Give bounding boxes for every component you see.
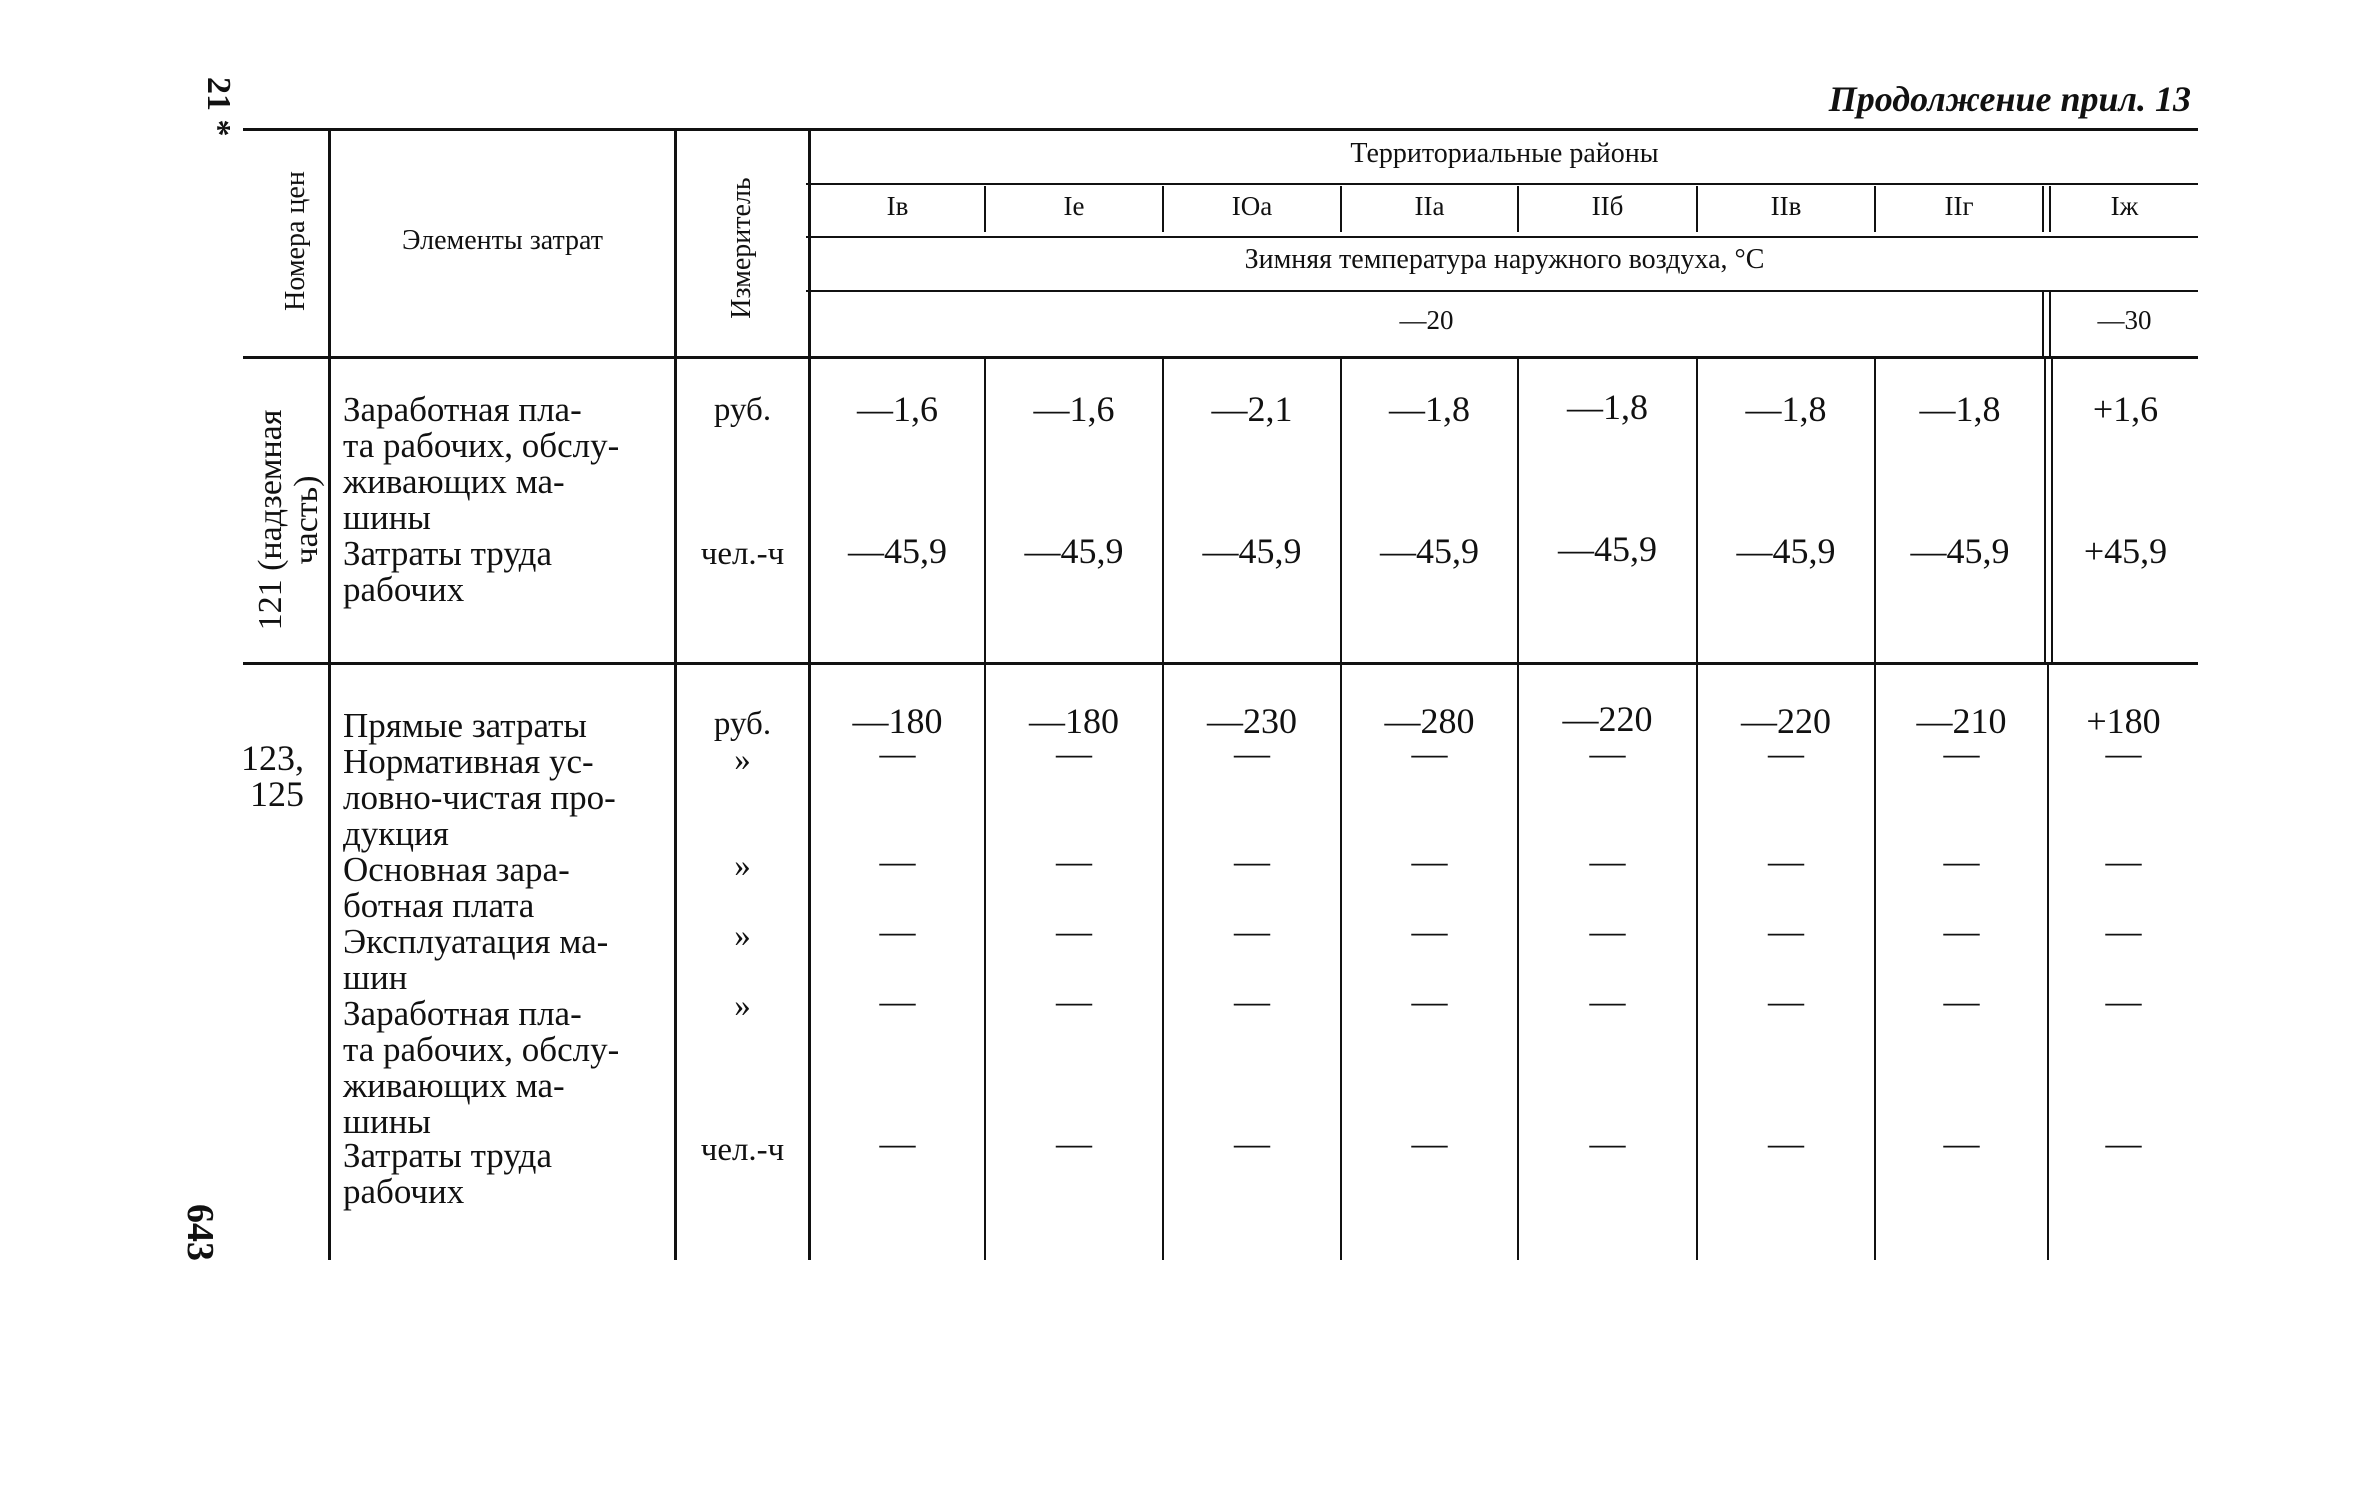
g2-row2-line1: Нормативная ус- xyxy=(343,742,594,781)
g1-row1-line4: шины xyxy=(343,498,431,537)
g2-row4-line1: Эксплуатация ма- xyxy=(343,922,609,961)
g2-row3-line2: ботная плата xyxy=(343,886,535,925)
g2-row5-line4: шины xyxy=(343,1102,431,1141)
g2-row2-v6: — xyxy=(1768,733,1804,773)
g1-row1-v3: —2,1 xyxy=(1211,389,1293,429)
region-Izh: Iж xyxy=(2110,191,2139,221)
g2-row2-v4: — xyxy=(1411,733,1448,773)
g1-row1-v7: —1,8 xyxy=(1919,389,2001,429)
region-IIa: IIа xyxy=(1414,191,1445,221)
g2-row2-line2: ловно-чистая про- xyxy=(343,778,616,817)
g2-row6-v1: — xyxy=(879,1123,916,1163)
g1-row1-unit: руб. xyxy=(713,392,772,428)
g2-row4-v2: — xyxy=(1056,911,1092,951)
g2-row5-unit: » xyxy=(734,988,751,1024)
col-price-numbers: Номера цен xyxy=(280,171,311,311)
g1-row2-unit: чел.-ч xyxy=(700,536,785,572)
temp-minus-30: —30 xyxy=(2097,305,2152,335)
g2-row2-v8: — xyxy=(2105,733,2142,773)
g2-row5-element xyxy=(343,996,653,1140)
g2-row4-v4: — xyxy=(1411,911,1448,951)
g1-row2-v6: —45,9 xyxy=(1736,531,1836,571)
g2-row2-v1: — xyxy=(879,733,916,773)
g2-row6-v5: — xyxy=(1589,1123,1626,1163)
region-IOa: IОа xyxy=(1231,191,1273,221)
g2-row1-v1: —180 xyxy=(852,701,943,741)
group2-price-line1: 123, xyxy=(241,738,304,778)
g2-row5-line3: живающих ма- xyxy=(343,1066,565,1105)
g2-row1-v4: —280 xyxy=(1384,701,1475,741)
temp-minus-20: —20 xyxy=(1399,305,1454,335)
g2-row6-v6: — xyxy=(1768,1123,1804,1163)
g2-row3-v3: — xyxy=(1234,841,1270,881)
group2-price-number xyxy=(224,740,304,812)
g2-row3-v1: — xyxy=(879,841,916,881)
g2-row6-v7: — xyxy=(1943,1123,1980,1163)
g1-row1-v1: —1,6 xyxy=(857,389,938,429)
g1-row2-v4: —45,9 xyxy=(1380,531,1479,571)
g2-row2-element xyxy=(343,744,663,852)
g2-row2-v2: — xyxy=(1056,733,1092,773)
g2-row2-v5: — xyxy=(1589,733,1626,773)
g2-row3-v8: — xyxy=(2105,841,2142,881)
g2-row6-line2: рабочих xyxy=(343,1172,465,1211)
g2-row1-v6: —220 xyxy=(1741,701,1831,741)
page-number-top: 21 * xyxy=(200,77,237,137)
g1-row2-element xyxy=(343,536,653,608)
region-IIv: IIв xyxy=(1770,191,1802,221)
g2-row5-line1: Заработная пла- xyxy=(343,994,582,1033)
g2-row1-line1: Прямые затраты xyxy=(343,706,587,745)
g2-row6-v2: — xyxy=(1056,1123,1092,1163)
g2-row5-v7: — xyxy=(1943,981,1980,1021)
group2-price-line2: 125 xyxy=(250,774,304,814)
g2-row6-v8: — xyxy=(2105,1123,2142,1163)
g2-row5-v4: — xyxy=(1411,981,1448,1021)
g2-row2-unit: » xyxy=(734,742,751,778)
g2-row2-line3: дукция xyxy=(343,814,449,853)
regions-title: Территориальные районы xyxy=(1350,138,1659,169)
g2-row1-v3: —230 xyxy=(1207,701,1297,741)
g2-row5-v2: — xyxy=(1056,981,1092,1021)
g2-row5-line2: та рабочих, обслу- xyxy=(343,1030,620,1069)
g2-row3-line1: Основная зара- xyxy=(343,850,570,889)
g1-row2-v3: —45,9 xyxy=(1202,531,1302,571)
g1-row1-line3: живающих ма- xyxy=(343,462,565,501)
g1-row2-line2: рабочих xyxy=(343,570,465,609)
g2-row3-v5: — xyxy=(1589,841,1626,881)
g2-row1-v8: +180 xyxy=(2086,701,2161,741)
g2-row5-v5: — xyxy=(1589,981,1626,1021)
page-number-bottom: 643 xyxy=(179,1204,221,1261)
col-cost-elements: Элементы затрат xyxy=(402,225,603,256)
g2-row4-v8: — xyxy=(2105,911,2142,951)
g1-row1-v2: —1,6 xyxy=(1033,389,1115,429)
group1-price-number-text: 121 (надземная часть) xyxy=(252,409,325,631)
g2-row3-v4: — xyxy=(1411,841,1448,881)
g2-row6-v3: — xyxy=(1234,1123,1270,1163)
g2-row6-unit: чел.-ч xyxy=(700,1132,785,1168)
g1-row2-v2: —45,9 xyxy=(1024,531,1124,571)
g2-row3-element xyxy=(343,852,663,924)
g2-row2-v7: — xyxy=(1943,733,1980,773)
g2-row2-v3: — xyxy=(1234,733,1270,773)
g2-row4-v7: — xyxy=(1943,911,1980,951)
g2-row3-unit: » xyxy=(734,848,751,884)
g2-row4-element xyxy=(343,924,663,996)
region-IIb: IIб xyxy=(1591,191,1624,221)
g2-row5-v3: — xyxy=(1234,981,1270,1021)
g2-row6-line1: Затраты труда xyxy=(343,1136,552,1175)
g2-row4-v3: — xyxy=(1234,911,1270,951)
group1-price-number xyxy=(253,370,333,670)
g2-row1-v7: —210 xyxy=(1916,701,2007,741)
col-unit: Измеритель xyxy=(726,177,757,319)
g1-row1-line1: Заработная пла- xyxy=(343,390,582,429)
temp-title: Зимняя температура наружного воздуха, °С xyxy=(1244,244,1765,275)
g2-row5-v1: — xyxy=(879,981,916,1021)
g2-row4-line2: шин xyxy=(343,958,408,997)
region-IIg: IIг xyxy=(1944,191,1974,221)
g1-row2-v8: +45,9 xyxy=(2083,531,2168,571)
g2-row3-v7: — xyxy=(1943,841,1980,881)
g2-row3-v6: — xyxy=(1768,841,1804,881)
g2-row1-v2: —180 xyxy=(1029,701,1119,741)
g2-row4-unit: » xyxy=(734,918,751,954)
region-Iv: Iв xyxy=(886,191,909,221)
g2-row5-v6: — xyxy=(1768,981,1804,1021)
g2-row1-element xyxy=(343,708,663,744)
g2-row1-unit: руб. xyxy=(713,706,772,742)
region-Ie: Iе xyxy=(1063,191,1085,221)
g1-row2-v1: —45,9 xyxy=(848,531,947,571)
g2-row4-v1: — xyxy=(879,911,916,951)
g2-row3-v2: — xyxy=(1056,841,1092,881)
g1-row1-v5: —1,8 xyxy=(1567,387,1648,427)
g1-row1-v6: —1,8 xyxy=(1745,389,1827,429)
g2-row5-v8: — xyxy=(2105,981,2142,1021)
g2-row6-v4: — xyxy=(1411,1123,1448,1163)
g2-row1-v5: —220 xyxy=(1562,699,1653,739)
header-title: Продолжение прил. 13 xyxy=(1828,79,2191,119)
g2-row6-element xyxy=(343,1138,663,1210)
g1-row2-v7: —45,9 xyxy=(1910,531,2010,571)
g1-row1-line2: та рабочих, обслу- xyxy=(343,426,620,465)
g2-row4-v5: — xyxy=(1589,911,1626,951)
g1-row2-line1: Затраты труда xyxy=(343,534,552,573)
g1-row1-v4: —1,8 xyxy=(1389,389,1470,429)
g1-row1-v8: +1,6 xyxy=(2092,389,2159,429)
g1-row1-element xyxy=(343,392,653,536)
g2-row4-v6: — xyxy=(1768,911,1804,951)
g1-row2-v5: —45,9 xyxy=(1558,529,1657,569)
